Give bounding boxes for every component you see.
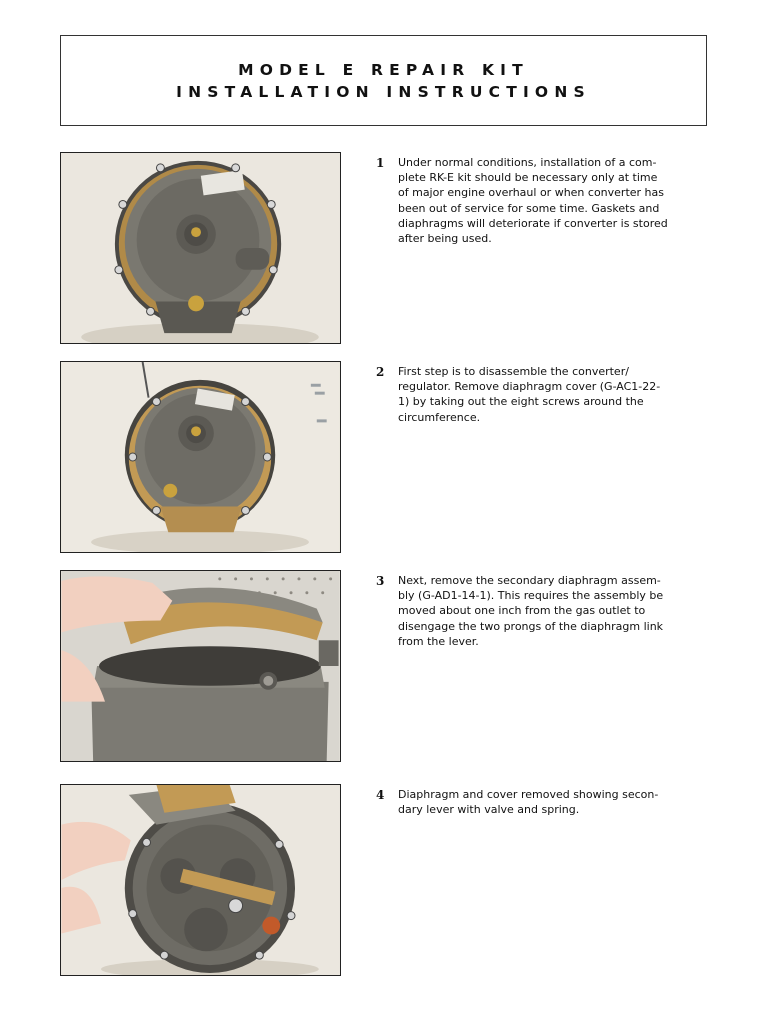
step-number: 2 [376,365,385,379]
step-number: 4 [376,788,385,802]
converter-screws-removed-photo [60,361,341,553]
step-text: Diaphragm and cover removed showing secon- dary lever with valve and spring. [398,788,659,817]
diaphragm-removal-photo [60,570,341,762]
title-line-2: INSTALLATION INSTRUCTIONS [176,82,591,101]
converter-top-view-illustration [61,153,340,343]
step-number: 3 [376,574,385,588]
step-number: 1 [376,156,385,170]
secondary-lever-illustration [61,785,340,975]
title-box [60,35,707,126]
step-text: Next, remove the secondary diaphragm assem- bly (G-AD1-14-1). This requires the assembly be moved about one inch from the gas outlet to disengage the two prongs of the diaphragm link from the lever. [398,574,664,648]
diaphragm-removal-illustration [61,571,340,761]
converter-top-view-photo [60,152,341,344]
title-line-1: MODEL E REPAIR KIT [238,60,529,79]
secondary-lever-photo [60,784,341,976]
step-text: Under normal conditions, installation of a com- plete RK-E kit should be necessary only at time of major engine overhaul or when converter has been out of service for some time. Gaskets and diaphragms will deteriorate if converter is stored after being used. [398,156,668,246]
converter-disassembly-illustration [61,362,340,552]
step-text: First step is to disassemble the converter/ regulator. Remove diaphragm cover (G-AC1-22- 1) by taking out the eight screws around the circumference. [398,365,661,424]
